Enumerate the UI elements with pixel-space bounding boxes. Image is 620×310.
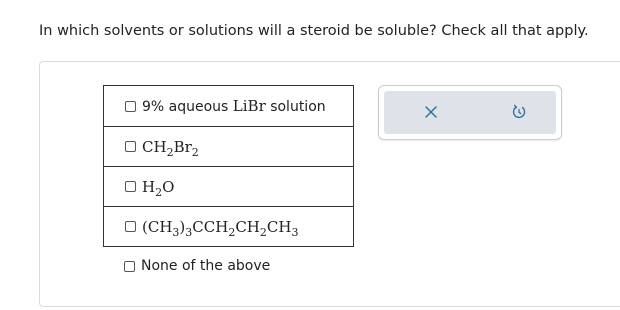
- choice-label-suffix: solution: [265, 99, 326, 115]
- checkbox[interactable]: [125, 101, 136, 112]
- close-icon: [424, 105, 438, 119]
- formula-part: ): [179, 217, 186, 236]
- formula-subscript: 3: [185, 225, 193, 239]
- undo-icon: [511, 104, 527, 120]
- formula-part: CH: [142, 137, 167, 156]
- choice-hexane-branched[interactable]: [104, 206, 353, 246]
- answer-tools: [378, 85, 562, 140]
- formula-part: (CH: [142, 217, 173, 236]
- formula-part: CH: [235, 217, 260, 236]
- formula-subscript: 2: [191, 145, 199, 159]
- formula-part: CCH: [192, 217, 229, 236]
- formula-subscript: 3: [291, 225, 299, 239]
- choice-ch2br2[interactable]: [104, 126, 353, 166]
- tools-bar: [384, 91, 556, 134]
- choice-none-of-the-above[interactable]: [124, 258, 270, 274]
- checkbox[interactable]: [124, 261, 135, 272]
- question-text: In which solvents or solutions will a steroid be soluble? Check all that apply.: [39, 23, 589, 39]
- choice-label-prefix: 9% aqueous: [142, 99, 233, 115]
- checkbox[interactable]: [125, 221, 136, 232]
- choice-label: None of the above: [141, 258, 271, 274]
- clear-button[interactable]: [420, 101, 442, 123]
- formula-subscript: 2: [228, 225, 236, 239]
- formula-subscript: 2: [155, 185, 163, 199]
- reset-button[interactable]: [508, 101, 530, 123]
- choice-label-formula: LiBr: [232, 97, 266, 115]
- formula-part: O: [162, 177, 175, 196]
- formula-subscript: 2: [166, 145, 174, 159]
- checkbox[interactable]: [125, 181, 136, 192]
- formula-part: Br: [173, 137, 192, 156]
- choice-label: [142, 97, 326, 115]
- choice-h2o[interactable]: [104, 166, 353, 206]
- choice-label: [142, 137, 199, 159]
- formula-subscript: 2: [259, 225, 267, 239]
- choice-label: [142, 217, 299, 239]
- formula-subscript: 3: [172, 225, 180, 239]
- checkbox[interactable]: [125, 141, 136, 152]
- formula-part: H: [142, 177, 156, 196]
- choice-list: [103, 85, 354, 247]
- choice-label: [142, 177, 175, 199]
- choice-libr-solution[interactable]: [104, 86, 353, 126]
- formula-part: CH: [266, 217, 292, 236]
